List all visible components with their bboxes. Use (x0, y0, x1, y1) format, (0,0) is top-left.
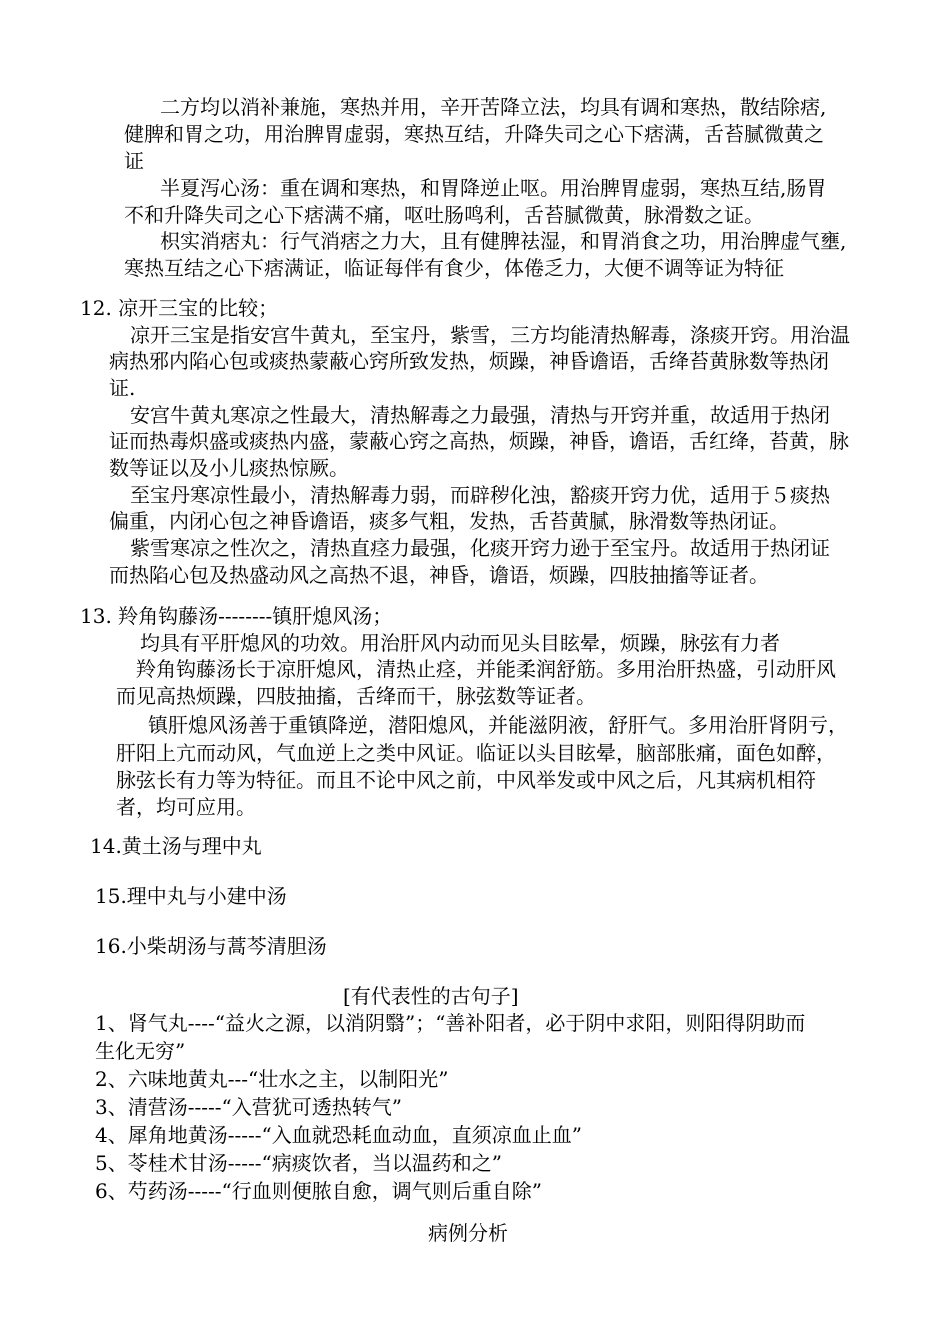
text-line: 枳实消痞丸：行气消痞之力大，且有健脾祛湿，和胃消食之功，用治脾虚气壅, (160, 229, 847, 253)
text-line: 而见高热烦躁，四肢抽搐，舌绛而干，脉弦数等证者。 (116, 684, 596, 708)
quote-line: 6、芍药汤-----“行血则便脓自愈，调气则后重自除” (95, 1179, 542, 1203)
text-line: 羚角钩藤汤长于凉肝熄风，清热止痉，并能柔润舒筋。多用治肝热盛，引动肝风 (136, 657, 836, 681)
quote-line: 1、肾气丸----“益火之源，以消阴翳”；“善补阳者，必于阴中求阳，则阳得阴助而 (95, 1011, 806, 1035)
quote-line: 2、六味地黄丸---“壮水之主，以制阳光” (95, 1067, 449, 1091)
text-line: 紫雪寒凉之性次之，清热直痉力最强，化痰开窍力逊于至宝丹。故适用于热闭证 (130, 536, 830, 560)
section-heading-12: 12. 凉开三宝的比较； (80, 296, 279, 320)
text-line: 数等证以及小儿痰热惊厥。 (109, 456, 349, 480)
text-line: 病热邪内陷心包或痰热蒙蔽心窍所致发热，烦躁，神昏谵语，舌绛苔黄脉数等热闭 (109, 349, 829, 373)
section-heading-14: 14.黄土汤与理中丸 (90, 834, 262, 858)
text-line: 偏重，内闭心包之神昏谵语，痰多气粗，发热，舌苔黄腻，脉滑数等热闭证。 (109, 509, 789, 533)
text-line: 安宫牛黄丸寒凉之性最大，清热解毒之力最强，清热与开窍并重，故适用于热闭 (130, 403, 830, 427)
text-line: 肝阳上亢而动风，气血逆上之类中风证。临证以头目眩晕，脑部胀痛，面色如醉， (116, 741, 836, 765)
text-line: 者，均可应用。 (116, 795, 256, 819)
section-heading-16: 16.小柴胡汤与蒿芩清胆汤 (95, 934, 327, 958)
text-line: 证而热毒炽盛或痰热内盛，蒙蔽心窍之高热，烦躁，神昏，谵语，舌红绛，苔黄，脉 (109, 429, 849, 453)
text-line: 二方均以消补兼施，寒热并用，辛开苦降立法，均具有调和寒热，散结除痞, (160, 95, 827, 119)
quotes-title: [有代表性的古句子] (343, 984, 519, 1008)
text-line: 证 (124, 149, 144, 173)
section-heading-13: 13. 羚角钩藤汤--------镇肝熄风汤； (80, 604, 393, 628)
text-line: 证. (109, 376, 136, 400)
text-line: 而热陷心包及热盛动风之高热不退，神昏，谵语，烦躁，四肢抽搐等证者。 (109, 563, 769, 587)
text-line: 脉弦长有力等为特征。而且不论中风之前，中风举发或中风之后，凡其病机相符 (116, 768, 816, 792)
text-line: 均具有平肝熄风的功效。用治肝风内动而见头目眩晕，烦躁，脉弦有力者 (140, 631, 780, 655)
text-line: 不和升降失司之心下痞满不痛，呕吐肠鸣利，舌苔腻微黄，脉滑数之证。 (124, 203, 764, 227)
quote-line: 4、犀角地黄汤-----“入血就恐耗血动血，直须凉血止血” (95, 1123, 582, 1147)
text-line: 镇肝熄风汤善于重镇降逆，潜阳熄风，并能滋阴液，舒肝气。多用治肝肾阴亏， (148, 713, 848, 737)
quote-line: 5、苓桂术甘汤-----“病痰饮者，当以温药和之” (95, 1151, 502, 1175)
text-line: 凉开三宝是指安宫牛黄丸，至宝丹，紫雪，三方均能清热解毒，涤痰开窍。用治温 (130, 323, 850, 347)
text-line: 至宝丹寒凉性最小，清热解毒力弱，而辟秽化浊，豁痰开窍力优，适用于５痰热 (130, 483, 830, 507)
text-line: 健脾和胃之功，用治脾胃虚弱，寒热互结，升降失司之心下痞满，舌苔腻微黄之 (124, 122, 824, 146)
quote-line: 3、清营汤-----“入营犹可透热转气” (95, 1095, 402, 1119)
text-line: 半夏泻心汤：重在调和寒热，和胃降逆止呕。用治脾胃虚弱，寒热互结,肠胃 (160, 176, 827, 200)
quote-line: 生化无穷” (95, 1039, 186, 1063)
section-heading-15: 15.理中丸与小建中汤 (95, 884, 287, 908)
case-analysis-title: 病例分析 (428, 1221, 508, 1245)
text-line: 寒热互结之心下痞满证，临证每伴有食少，体倦乏力，大便不调等证为特征 (124, 256, 784, 280)
